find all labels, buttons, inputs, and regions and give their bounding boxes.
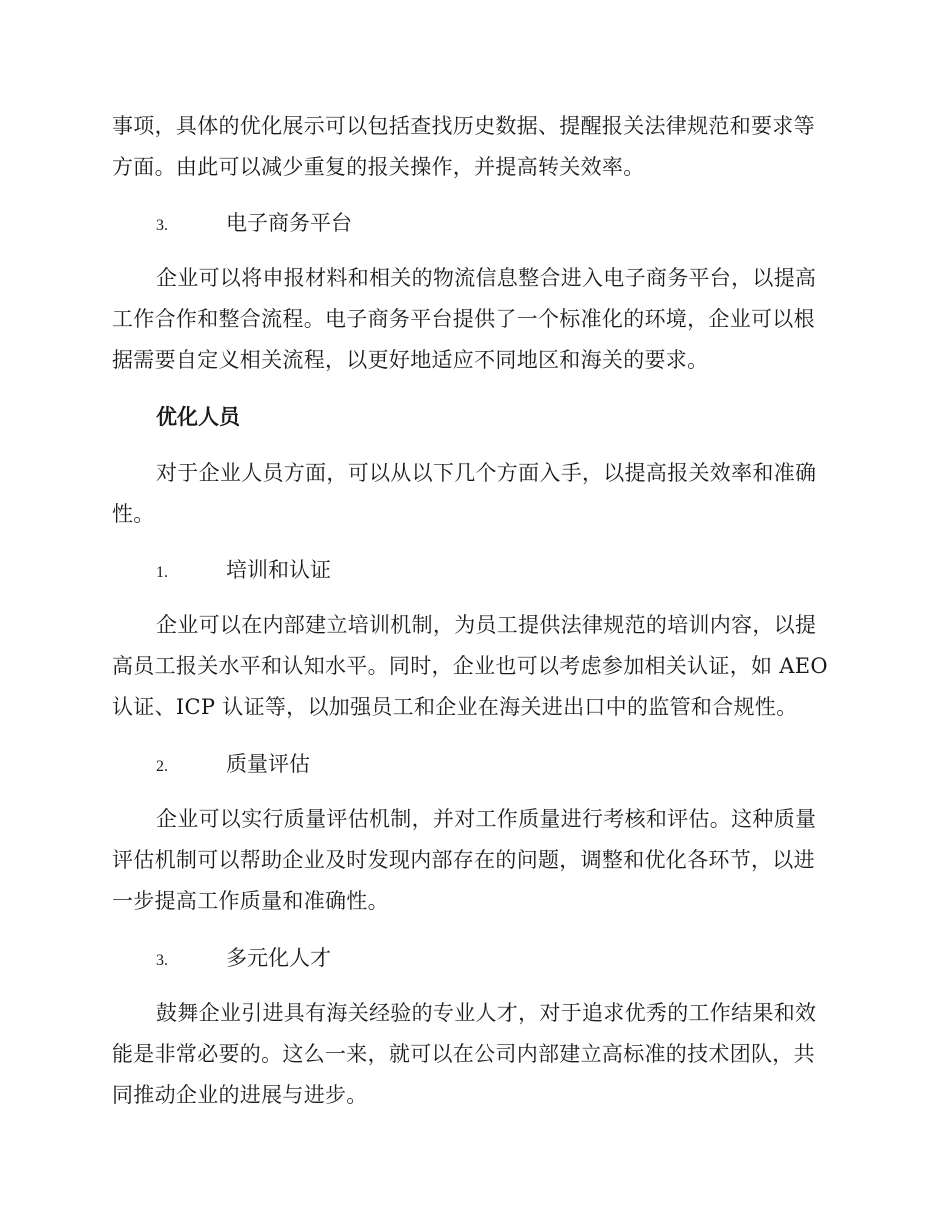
list-item-number: 3. — [156, 952, 168, 969]
paragraph-line: 评估机制可以帮助企业及时发现内部存在的问题，调整和优化各环节，以进 — [112, 848, 815, 872]
list-item-label: 电子商务平台 — [226, 211, 352, 235]
paragraph-query-optimization — [112, 106, 842, 188]
paragraph-line: 同推动企业的进展与进步。 — [112, 1083, 368, 1107]
paragraph-line: 企业可以实行质量评估机制，并对工作质量进行考核和评估。这种质量 — [156, 807, 817, 831]
list-item-label: 多元化人才 — [226, 946, 331, 970]
paragraph-line: 高员工报关水平和认知水平。同时，企业也可以考虑参加相关认证，如 AEO — [112, 654, 828, 678]
list-item-number: 3. — [156, 217, 168, 234]
list-item-label: 培训和认证 — [226, 558, 331, 582]
paragraph-staff-intro — [112, 453, 842, 535]
list-item-number: 1. — [156, 564, 168, 581]
paragraph-line: 方面。由此可以减少重复的报关操作，并提高转关效率。 — [112, 155, 645, 179]
paragraph-line: 事项，具体的优化展示可以包括查找历史数据、提醒报关法律规范和要求等 — [112, 114, 815, 138]
paragraph-ecommerce-platform — [112, 258, 842, 381]
list-item-training — [156, 550, 331, 593]
paragraph-line: 工作合作和整合流程。电子商务平台提供了一个标准化的环境，企业可以根 — [112, 307, 815, 331]
list-item-ecommerce-platform — [156, 203, 352, 246]
paragraph-line: 认证、ICP 认证等，以加强员工和企业在海关进出口中的监管和合规性。 — [112, 695, 798, 719]
paragraph-line: 据需要自定义相关流程，以更好地适应不同地区和海关的要求。 — [112, 348, 709, 372]
paragraph-quality-assessment — [112, 799, 842, 922]
paragraph-line: 企业可以将申报材料和相关的物流信息整合进入电子商务平台，以提高 — [156, 266, 817, 290]
paragraph-line: 对于企业人员方面，可以从以下几个方面入手，以提高报关效率和准确 — [156, 461, 817, 485]
list-item-label: 质量评估 — [226, 752, 310, 776]
paragraph-line: 能是非常必要的。这么一来，就可以在公司内部建立高标准的技术团队，共 — [112, 1042, 815, 1066]
paragraph-line: 一步提高工作质量和准确性。 — [112, 889, 389, 913]
paragraph-line: 性。 — [112, 502, 155, 526]
section-heading-optimize-staff: 优化人员 — [156, 405, 240, 429]
list-item-diverse-talent — [156, 938, 331, 981]
list-item-quality-assessment — [156, 744, 310, 787]
paragraph-line: 企业可以在内部建立培训机制，为员工提供法律规范的培训内容，以提 — [156, 613, 817, 637]
paragraph-line: 鼓舞企业引进具有海关经验的专业人才，对于追求优秀的工作结果和效 — [156, 1001, 817, 1025]
paragraph-diverse-talent — [112, 993, 842, 1116]
paragraph-training — [112, 605, 842, 728]
list-item-number: 2. — [156, 758, 168, 775]
